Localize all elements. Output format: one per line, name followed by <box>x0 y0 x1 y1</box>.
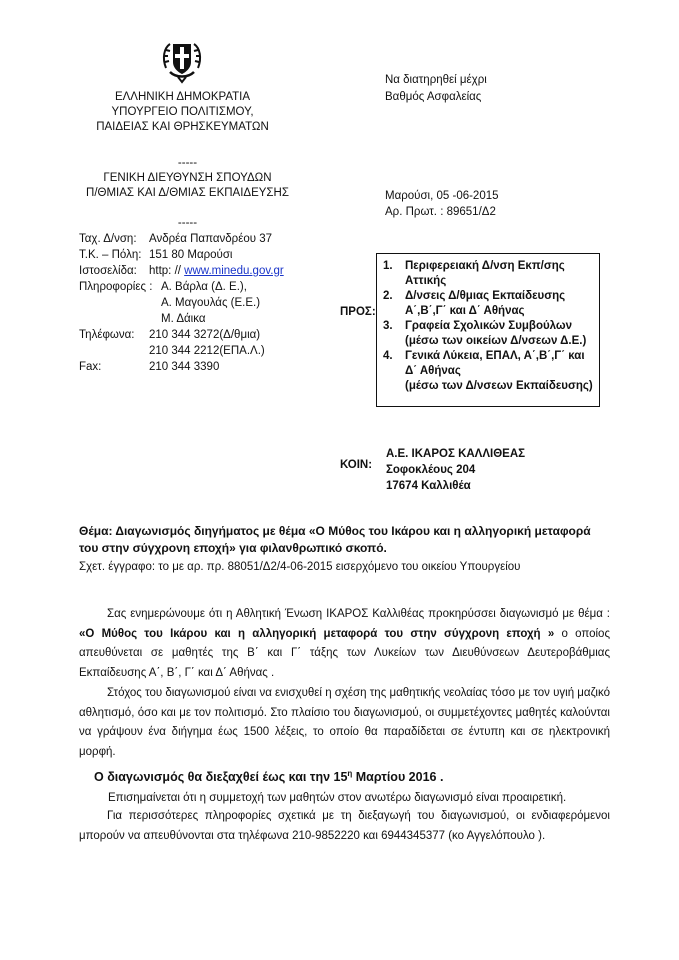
subject <box>79 523 619 557</box>
recipient-item: 4. Γενικά Λύκεια, ΕΠΑΛ, Α΄,Β΄,Γ΄ και Δ΄ Αθήνας (μέσω των Δ/νσεων Εκπαίδευσης) <box>383 350 593 392</box>
phone-value-1: 210 344 3272(Δ/θμια) <box>149 329 261 341</box>
info-name-3: Μ. Δάικα <box>161 313 206 325</box>
info-name-1: Α. Βάρλα (Δ. Ε.), <box>161 281 247 293</box>
separator-1: ----- <box>177 157 198 169</box>
paragraph-5: Για περισσότερες πληροφορίες σχετικά με τη διεξαγωγή του διαγωνισμού, οι ενδιαφερόμενοι μπορούν να απευθύνονται στα τηλέφωνα 210-9852220 και 6944345377 (κο Αγγελόπουλο ). <box>79 810 610 842</box>
department-line-2: Π/ΘΜΙΑΣ ΚΑΙ Δ/ΘΜΙΑΣ ΕΚΠΑΙΔΕΥΣΗΣ <box>86 187 289 199</box>
letterhead <box>60 90 305 135</box>
website-link[interactable]: www.minedu.gov.gr <box>184 265 284 277</box>
postal-value: 151 80 Μαρούσι <box>149 249 233 261</box>
security-line-1: Να διατηρηθεί μέχρι <box>385 74 487 86</box>
reference: Σχετ. έγγραφο: το με αρ. πρ. 88051/Δ2/4-06-2015 εισερχόμενο του οικείου Υπουργείου <box>79 561 521 573</box>
info-label: Πληροφορίες : <box>79 281 153 293</box>
contest-theme: «Ο Μύθος του Ικάρου και η αλληγορική μεταφορά του στην σύγχρονη εποχή » <box>79 627 555 640</box>
koin-line: Α.Ε. ΙΚΑΡΟΣ ΚΑΛΛΙΘΕΑΣ <box>386 448 526 460</box>
ministry-line-2: ΠΑΙΔΕΙΑΣ ΚΑΙ ΘΡΗΣΚΕΥΜΑΤΩΝ <box>96 121 269 133</box>
recipient-item: 1. Περιφερειακή Δ/νση Εκπ/σης Αττικής <box>383 260 565 287</box>
paragraph-4: Επισημαίνεται ότι η συμμετοχή των μαθητών στον ανωτέρω διαγωνισμό είναι προαιρετική. <box>108 792 567 804</box>
koin-line: 17674 Καλλιθέα <box>386 480 471 492</box>
contact-info <box>79 231 349 375</box>
koin-label: ΚΟΙΝ: <box>340 459 373 471</box>
department-block <box>60 156 315 201</box>
koin-recipient <box>386 446 525 494</box>
coat-of-arms-emblem <box>160 38 204 84</box>
phone-value-2: 210 344 2212(ΕΠΑ.Λ.) <box>149 345 265 357</box>
koin-line: Σοφοκλέους 204 <box>386 464 476 476</box>
country-name: ΕΛΛΗΝΙΚΗ ΔΗΜΟΚΡΑΤΙΑ <box>114 91 251 103</box>
security-block <box>385 72 487 106</box>
subject-line-2: του στην σύγχρονη εποχή» για φιλανθρωπικό σκοπό. <box>79 541 387 555</box>
paragraph-2: Στόχος του διαγωνισμού είναι να ενισχυθεί η σχέση της μαθητικής νεολαίας τόσο με τον υγιή μαζικό αθλητισμό, όσο και με τον πολιτισμό. Στο πλαίσιο του διαγωνισμού, οι συμμετέχοντες μαθητές καλούνται να γράψουν ένα διήγημα έως 1500 λέξεις, το οποίο θα παραδίδεται σε έντυπη και σε ηλεκτρονική μορφή. <box>79 687 610 758</box>
subject-line-1: Θέμα: Διαγωνισμός διηγήματος με θέμα «Ο Μύθος του Ικάρου και η αλληγορική μεταφορά <box>79 524 591 538</box>
ministry-line-1: ΥΠΟΥΡΓΕΙΟ ΠΟΛΙΤΙΣΜΟΥ, <box>111 106 254 118</box>
place-date: Μαρούσι, 05 -06-2015 <box>385 190 499 202</box>
address-label: Ταχ. Δ/νση: <box>79 233 137 245</box>
phone-label: Τηλέφωνα: <box>79 329 135 341</box>
date-block <box>385 188 499 220</box>
fax-value: 210 344 3390 <box>149 361 220 373</box>
department-line-1: ΓΕΝΙΚΗ ΔΙΕΥΘΥΝΣΗ ΣΠΟΥΔΩΝ <box>103 172 272 184</box>
recipient-item: 3. Γραφεία Σχολικών Συμβούλων (μέσω των οικείων Δ/νσεων Δ.Ε.) <box>383 320 587 347</box>
website-prefix: http: // <box>149 265 181 277</box>
address-value: Ανδρέα Παπανδρέου 37 <box>149 233 272 245</box>
fax-label: Fax: <box>79 361 102 373</box>
pros-label: ΠΡΟΣ: <box>340 306 376 318</box>
separator-2: ----- <box>177 217 198 229</box>
security-line-2: Βαθμός Ασφαλείας <box>385 91 482 103</box>
website-label: Ιστοσελίδα: <box>79 265 137 277</box>
protocol-number: Αρ. Πρωτ. : 89651/Δ2 <box>385 206 496 218</box>
recipient-item: 2. Δ/νσεις Δ/θμιας Εκπαίδευσης Α΄,Β΄,Γ΄ και Δ΄ Αθήνας <box>383 290 566 317</box>
info-name-2: Α. Μαγουλάς (Ε.Ε.) <box>161 297 261 309</box>
recipients-box <box>376 253 600 407</box>
postal-label: Τ.Κ. – Πόλη: <box>79 249 142 261</box>
deadline: Ο διαγωνισμός θα διεξαχθεί έως και την $15^\eta$ Μαρτίου 2016 . <box>94 769 444 785</box>
paragraph-1: Σας ενημερώνουμε ότι η Αθλητική Ένωση ΙΚΑΡΟΣ Καλλιθέας προκηρύσσει διαγωνισμό με θέμα : «Ο Μύθος του Ικάρου και η αλληγορική μεταφορά του στην σύγχρονη εποχή » ο οποίος απευθύνεται σε μαθητές της Β΄ και Γ΄ τάξης των Λυκείων των Διευθύνσεων Δευτεροβάθμιας Εκπαίδευσης Α΄, Β΄, Γ΄ και Δ΄ Αθήνας . <box>79 608 610 679</box>
